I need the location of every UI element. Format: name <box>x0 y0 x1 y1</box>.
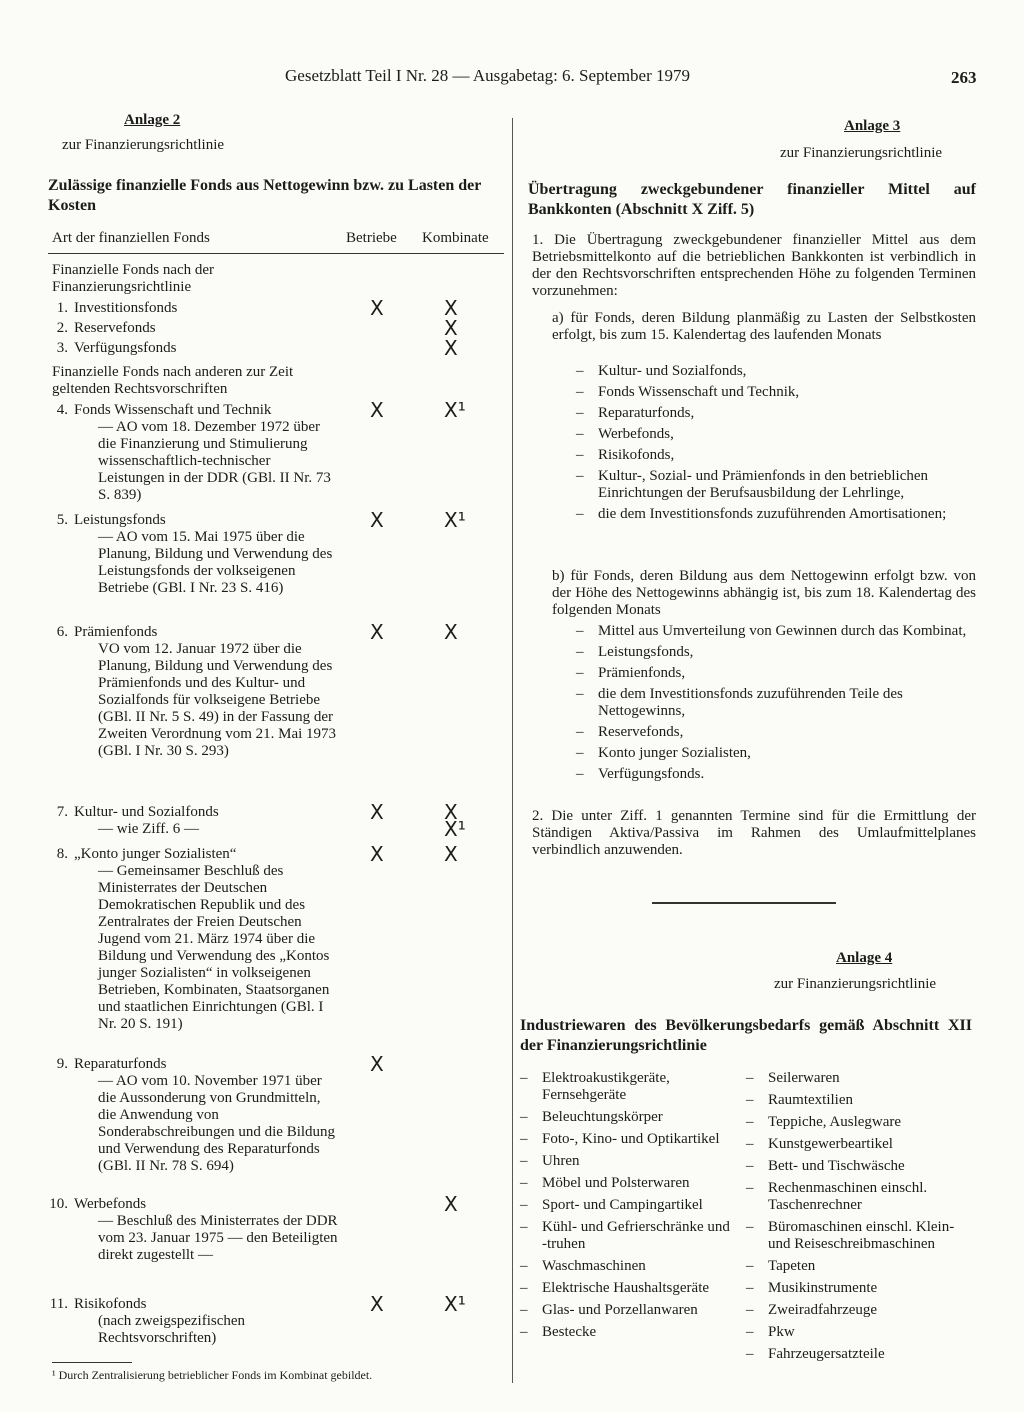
list-item: – Teppiche, Auslegware <box>768 1114 972 1131</box>
fund-name <box>74 1196 342 1264</box>
list-item: – die dem Investitionsfonds zuzuführenden Teile des Nettogewinns, <box>598 686 976 720</box>
annex3-paragraph-2: 2. Die unter Ziff. 1 genannten Termine sind für die Ermittlung der Ständigen Aktiva/Passiva im Rahmen des Umlaufmittelplanes verbindlich anzuwenden. <box>532 808 976 858</box>
list-item: – die dem Investitionsfonds zuzuführenden Amortisationen; <box>598 506 976 523</box>
fund-title: Leistungsfonds <box>74 512 166 528</box>
list-item: – Büromaschinen einschl. Klein- und Reiseschreibmaschinen <box>768 1219 972 1253</box>
fund-title: „Konto junger Sozialisten“ <box>74 846 237 862</box>
col-header-betriebe: Betriebe <box>346 230 397 246</box>
group-heading-1: Finanzielle Fonds nach der Finanzierungsrichtlinie <box>52 262 215 295</box>
kombinate-mark: X <box>444 296 458 320</box>
page-number: 263 <box>951 68 977 87</box>
fund-name <box>74 512 342 597</box>
group-heading-2: Finanzielle Fonds nach anderen zur Zeit geltenden Rechtsvorschriften <box>52 364 294 397</box>
list-item: – Sport- und Campingartikel <box>542 1197 732 1214</box>
annex4-title: Industriewaren des Bevölkerungsbedarfs gemäß Abschnitt XII der Finanzierungsrichtlinie <box>520 1017 972 1054</box>
kombinate-mark: X <box>444 842 458 866</box>
row-number: 11. <box>49 1296 68 1312</box>
list-item: – Reparaturfonds, <box>598 405 976 422</box>
list-item: – Risikofonds, <box>598 447 976 464</box>
annex4-list-left <box>542 1070 732 1346</box>
list-item: – Kunstgewerbeartikel <box>768 1136 972 1153</box>
list-item: – Fonds Wissenschaft und Technik, <box>598 384 976 401</box>
fund-title: Risikofonds <box>74 1296 147 1312</box>
fund-name <box>74 846 342 1033</box>
kombinate-mark: X¹ <box>444 1292 466 1316</box>
list-item: – Bestecke <box>542 1324 732 1341</box>
list-item: – Seilerwaren <box>768 1070 972 1087</box>
list-item: – Elektrische Haushaltsgeräte <box>542 1280 732 1297</box>
betriebe-mark: X <box>370 842 384 866</box>
column-divider <box>512 118 513 1383</box>
fund-title: Fonds Wissenschaft und Technik <box>74 402 272 418</box>
list-item: – Prämienfonds, <box>598 665 976 682</box>
annex2-title: Zulässige finanzielle Fonds aus Nettogewinn bzw. zu Lasten der Kosten <box>48 177 482 214</box>
list-item: – Reservefonds, <box>598 724 976 741</box>
annex3-item-a-intro: a) für Fonds, deren Bildung planmäßig zu Lasten der Selbstkosten erfolgt, bis zum 15. Kalendertag des laufenden Monats <box>552 310 976 343</box>
row-number: 7. <box>56 804 68 820</box>
fund-title: Werbefonds <box>74 1196 147 1212</box>
fund-name <box>74 300 342 317</box>
list-item: – Fahrzeugersatzteile <box>768 1346 972 1363</box>
kombinate-mark: X <box>444 316 458 340</box>
list-item: – Raumtextilien <box>768 1092 972 1109</box>
row-number: 9. <box>56 1056 68 1072</box>
list-item: – Mittel aus Umverteilung von Gewinnen durch das Kombinat, <box>598 623 976 640</box>
betriebe-mark: X <box>370 398 384 422</box>
annex3-list-b <box>598 623 976 787</box>
fund-name <box>74 402 342 504</box>
list-item: – Verfügungsfonds. <box>598 766 976 783</box>
list-item: – Zweiradfahrzeuge <box>768 1302 972 1319</box>
running-header: Gesetzblatt Teil I Nr. 28 — Ausgabetag: 6. September 1979 <box>285 66 690 85</box>
kombinate-mark: X¹ <box>444 398 466 422</box>
annex2-subtitle: zur Finanzierungsrichtlinie <box>62 137 225 153</box>
kombinate-mark: X¹ <box>444 508 466 532</box>
fund-title: Prämienfonds <box>74 624 158 640</box>
annex3-title: Übertragung zweckgebundener finanzieller Mittel auf Bankkonten (Abschnitt X Ziff. 5) <box>528 181 976 218</box>
list-item: – Kühl- und Gefrierschränke und -truhen <box>542 1219 732 1253</box>
betriebe-mark: X <box>370 1052 384 1076</box>
annex3-item-b-intro: b) für Fonds, deren Bildung aus dem Nettogewinn erfolgt bzw. von der Höhe des Nettogewinns abhängig ist, bis zum 18. Kalendertag des folgenden Monats <box>552 568 976 618</box>
footnote-rule <box>52 1362 132 1363</box>
annex3-list-a <box>598 363 976 527</box>
row-number: 1. <box>56 300 68 316</box>
list-item: – Tapeten <box>768 1258 972 1275</box>
footnote: ¹ Durch Zentralisierung betrieblicher Fonds im Kombinat gebildet. <box>52 1368 373 1382</box>
table-header <box>48 230 504 250</box>
list-item: – Beleuchtungskörper <box>542 1109 732 1126</box>
fund-name <box>74 340 342 357</box>
fund-title: Investitionsfonds <box>74 300 178 316</box>
section-divider <box>652 902 836 904</box>
fund-name <box>74 320 342 337</box>
kombinate-mark: X <box>444 1192 458 1216</box>
kombinate-mark: X <box>444 620 458 644</box>
list-item: – Glas- und Porzellanwaren <box>542 1302 732 1319</box>
annex3-label: Anlage 3 <box>844 118 901 134</box>
col-header-kombinate: Kombinate <box>422 230 489 246</box>
list-item: – Pkw <box>768 1324 972 1341</box>
fund-legal-reference: — AO vom 18. Dezember 1972 über die Finanzierung und Stimulierung wissenschaftlich-technischer Leistungen in der DDR (GBl. II Nr. 73 S. 839) <box>98 419 331 503</box>
fund-title: Verfügungsfonds <box>74 340 177 356</box>
kombinate-mark: X X¹ <box>444 800 466 841</box>
row-number: 3. <box>56 340 68 356</box>
list-item: – Möbel und Polsterwaren <box>542 1175 732 1192</box>
list-item: – Musikinstrumente <box>768 1280 972 1297</box>
list-item: – Elektroakustikgeräte, Fernsehgeräte <box>542 1070 732 1104</box>
fund-legal-reference: VO vom 12. Januar 1972 über die Planung, Bildung und Verwendung des Prämienfonds und des Kultur- und Sozialfonds für volkseigene Betriebe (GBl. II Nr. 5 S. 49) in der Fassung der Zweiten Verordnung vom 21. Mai 1973 (GBl. I Nr. 30 S. 293) <box>98 641 337 759</box>
row-number: 8. <box>56 846 68 862</box>
fund-legal-reference: — Beschluß des Ministerrates der DDR vom 23. Januar 1975 — den Beteiligten direkt zugestellt — <box>98 1213 338 1263</box>
annex2-label: Anlage 2 <box>124 112 181 128</box>
col-header-art: Art der finanziellen Fonds <box>52 230 210 246</box>
row-number: 5. <box>56 512 68 528</box>
list-item: – Bett- und Tischwäsche <box>768 1158 972 1175</box>
betriebe-mark: X <box>370 508 384 532</box>
kombinate-mark: X <box>444 336 458 360</box>
annex3-subtitle: zur Finanzierungsrichtlinie <box>780 145 943 161</box>
list-item: – Konto junger Sozialisten, <box>598 745 976 762</box>
row-number: 10. <box>49 1196 68 1212</box>
annex4-label: Anlage 4 <box>836 950 893 966</box>
fund-title: Kultur- und Sozialfonds <box>74 804 219 820</box>
row-number: 6. <box>56 624 68 640</box>
list-item: – Uhren <box>542 1153 732 1170</box>
fund-legal-reference: — AO vom 15. Mai 1975 über die Planung, Bildung und Verwendung des Leistungsfonds der volkseigenen Betriebe (GBl. I Nr. 23 S. 416) <box>98 529 333 596</box>
annex4-subtitle: zur Finanzierungsrichtlinie <box>774 976 937 992</box>
fund-legal-reference: (nach zweigspezifischen Rechtsvorschriften) <box>98 1313 246 1346</box>
row-number: 2. <box>56 320 68 336</box>
fund-legal-reference: — Gemeinsamer Beschluß des Ministerrates der Deutschen Demokratischen Republik und des Zentralrates der Freien Deutschen Jugend vom 21. März 1974 über die Bildung und Verwendung des „Kontos junger Sozialisten“ in volkseigenen Betrieben, Kombinaten, Staatsorganen und staatlichen Einrichtungen (GBl. I Nr. 20 S. 191) <box>98 863 330 1032</box>
fund-legal-reference: — wie Ziff. 6 — <box>98 821 199 837</box>
fund-name <box>74 1056 342 1175</box>
fund-name <box>74 624 342 760</box>
fund-legal-reference: — AO vom 10. November 1971 über die Aussonderung von Grundmitteln, die Anwendung von Sonderabschreibungen und die Bildung und Verwendung des Reparaturfonds (GBl. II Nr. 78 S. 694) <box>98 1073 336 1174</box>
fund-name <box>74 1296 342 1347</box>
row-number: 4. <box>56 402 68 418</box>
fund-title: Reservefonds <box>74 320 156 336</box>
betriebe-mark: X <box>370 1292 384 1316</box>
list-item: – Kultur- und Sozialfonds, <box>598 363 976 380</box>
fund-name <box>74 804 342 838</box>
annex3-paragraph-1: 1. Die Übertragung zweckgebundener finanzieller Mittel aus dem Betriebsmittelkonto auf die betrieblichen Bankkonten ist verbindlich in der den Rechtsvorschriften entsprechenden Höhe zu folgenden Terminen vorzunehmen: <box>532 232 976 299</box>
table-header-rule <box>48 253 504 254</box>
list-item: – Werbefonds, <box>598 426 976 443</box>
list-item: – Leistungsfonds, <box>598 644 976 661</box>
list-item: – Waschmaschinen <box>542 1258 732 1275</box>
fund-title: Reparaturfonds <box>74 1056 167 1072</box>
betriebe-mark: X <box>370 620 384 644</box>
list-item: – Foto-, Kino- und Optikartikel <box>542 1131 732 1148</box>
list-item: – Kultur-, Sozial- und Prämienfonds in den betrieblichen Einrichtungen der Berufsausbildung der Lehrlinge, <box>598 468 976 502</box>
list-item: – Rechenmaschinen einschl. Taschenrechner <box>768 1180 972 1214</box>
betriebe-mark: X <box>370 296 384 320</box>
annex4-list-right <box>768 1070 972 1368</box>
betriebe-mark: X <box>370 800 384 824</box>
